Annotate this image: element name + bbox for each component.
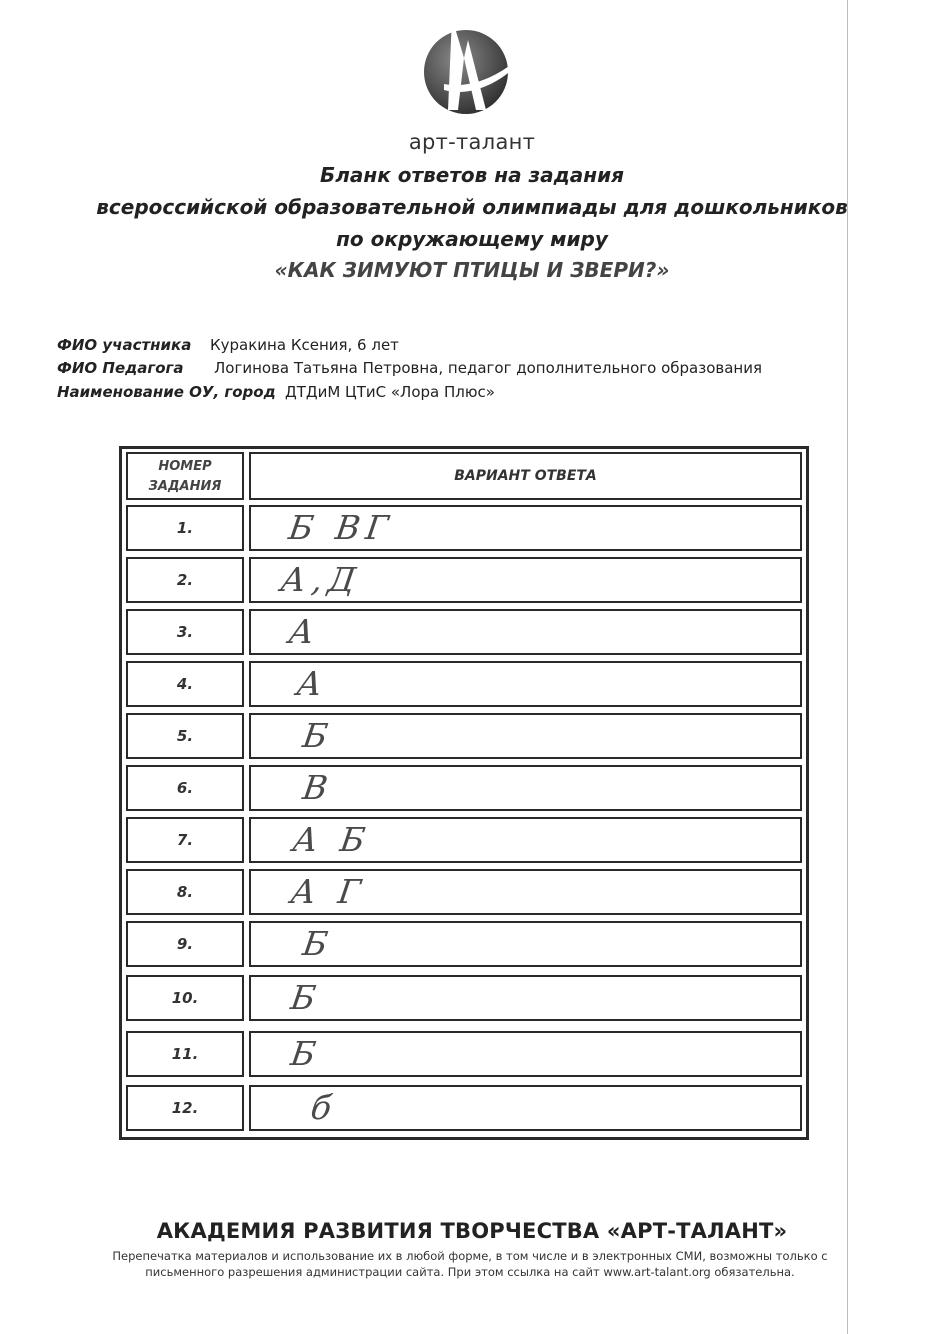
- table-row: [122, 815, 806, 867]
- answer-cell: [249, 505, 802, 551]
- task-number: 3.: [126, 609, 244, 655]
- teacher-row: [57, 359, 763, 377]
- answer-cell: [249, 869, 802, 915]
- brand-name: арт-талант: [408, 130, 536, 154]
- copyright-note-line1: Перепечатка материалов и использование их в любой форме, в том числе и в электронных СМИ, возможны только с: [112, 1249, 828, 1263]
- header-answer-variant: ВАРИАНТ ОТВЕТА: [249, 452, 802, 500]
- answer-cell: [249, 975, 802, 1021]
- answer-cell: [249, 609, 802, 655]
- academy-name: АКАДЕМИЯ РАЗВИТИЯ ТВОРЧЕСТВА «АРТ-ТАЛАНТ»: [156, 1219, 788, 1243]
- handwritten-answer: б: [308, 1088, 340, 1127]
- table-row: [122, 607, 806, 659]
- table-row: [122, 1029, 806, 1081]
- table-row: [122, 503, 806, 555]
- handwritten-answer: Б ВГ: [286, 508, 397, 547]
- school-label: Наименование ОУ, город: [57, 383, 276, 401]
- task-number: 9.: [126, 921, 244, 967]
- answer-cell: [249, 1085, 802, 1131]
- handwritten-answer: Б: [288, 1034, 325, 1073]
- task-number: 12.: [126, 1085, 244, 1131]
- answer-cell: [249, 661, 802, 707]
- table-row: [122, 867, 806, 919]
- task-number: 10.: [126, 975, 244, 1021]
- table-row: [122, 973, 806, 1025]
- olympiad-title: всероссийской образовательной олимпиады для дошкольников: [96, 195, 848, 219]
- participant-label: ФИО участника: [57, 336, 192, 354]
- handwritten-answer: Б: [300, 716, 337, 755]
- table-row: [122, 1083, 806, 1135]
- header-task-number: [126, 452, 244, 500]
- answers-table: [119, 446, 809, 1140]
- art-talant-logo: [418, 18, 514, 118]
- header-task-number-line2: ЗАДАНИЯ: [148, 479, 222, 494]
- answer-cell: [249, 817, 802, 863]
- answer-cell: [249, 713, 802, 759]
- table-row: [122, 659, 806, 711]
- school-row: [57, 383, 495, 401]
- task-number: 2.: [126, 557, 244, 603]
- participant-value: Куракина Ксения, 6 лет: [210, 336, 399, 354]
- header-task-number-line1: НОМЕР: [158, 459, 212, 474]
- handwritten-answer: Б: [300, 924, 337, 963]
- subject-title: по окружающему миру: [336, 227, 608, 251]
- school-value: ДТДиМ ЦТиС «Лора Плюс»: [285, 383, 495, 401]
- teacher-label: ФИО Педагога: [57, 359, 184, 377]
- answer-cell: [249, 765, 802, 811]
- handwritten-answer: В: [300, 768, 337, 807]
- task-number: 6.: [126, 765, 244, 811]
- copyright-note: [90, 1248, 850, 1280]
- answer-cell: [249, 1031, 802, 1077]
- task-number: 8.: [126, 869, 244, 915]
- task-number: 1.: [126, 505, 244, 551]
- olympiad-name: «КАК ЗИМУЮТ ПТИЦЫ И ЗВЕРИ?»: [274, 258, 670, 282]
- participant-row: [57, 336, 399, 354]
- table-row: [122, 763, 806, 815]
- answer-cell: [249, 557, 802, 603]
- handwritten-answer: А,Д: [278, 560, 365, 599]
- table-row: [122, 711, 806, 763]
- handwritten-answer: А: [286, 612, 323, 651]
- handwritten-answer: Б: [288, 978, 325, 1017]
- task-number: 4.: [126, 661, 244, 707]
- sheet-title: Бланк ответов на задания: [320, 163, 624, 187]
- task-number: 7.: [126, 817, 244, 863]
- table-row: [122, 555, 806, 607]
- task-number: 11.: [126, 1031, 244, 1077]
- answers-table-header: [122, 449, 806, 503]
- handwritten-answer: А Б: [290, 820, 374, 859]
- teacher-value: Логинова Татьяна Петровна, педагог дополнительного образования: [214, 359, 763, 377]
- task-number: 5.: [126, 713, 244, 759]
- table-row: [122, 919, 806, 971]
- handwritten-answer: А Г: [288, 872, 370, 911]
- answer-cell: [249, 921, 802, 967]
- handwritten-answer: А: [294, 664, 331, 703]
- copyright-note-line2: письменного разрешения администрации сайта. При этом ссылка на сайт www.art-talant.org обязательна.: [145, 1265, 795, 1279]
